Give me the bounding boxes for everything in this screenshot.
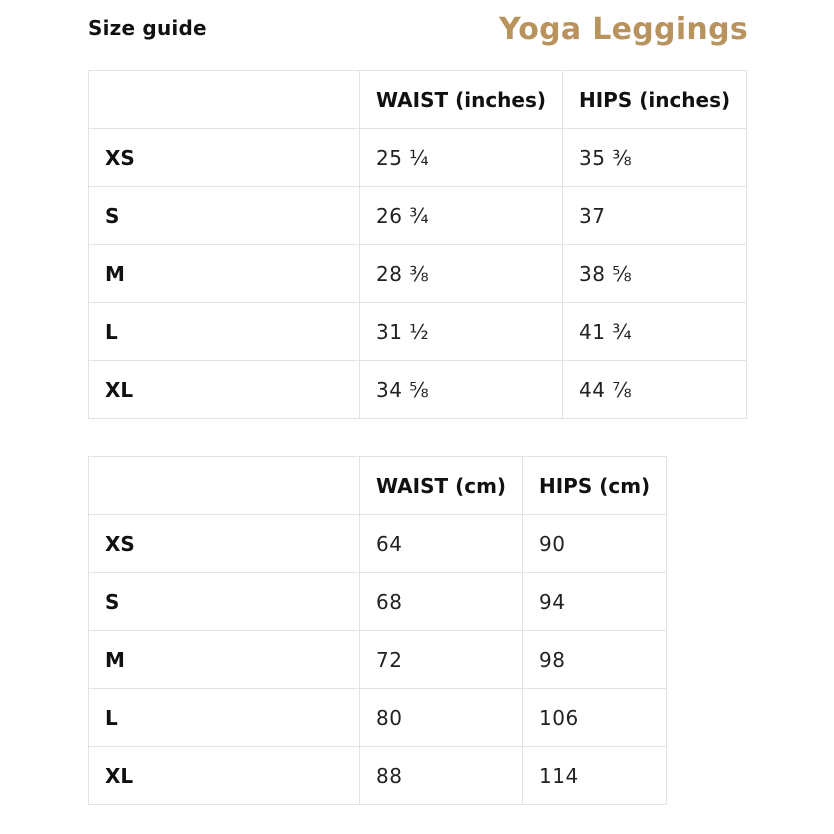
waist-value: 64 bbox=[360, 515, 523, 573]
waist-value: 68 bbox=[360, 573, 523, 631]
table-header-row bbox=[89, 71, 747, 129]
hips-value: 94 bbox=[523, 573, 667, 631]
hips-value: 90 bbox=[523, 515, 667, 573]
waist-value: 72 bbox=[360, 631, 523, 689]
hips-value: 41 ¾ bbox=[563, 303, 747, 361]
hips-value: 106 bbox=[523, 689, 667, 747]
waist-value: 80 bbox=[360, 689, 523, 747]
hips-value: 38 ⅝ bbox=[563, 245, 747, 303]
table-row bbox=[89, 631, 667, 689]
size-label: XL bbox=[89, 361, 360, 419]
size-label: XS bbox=[89, 515, 360, 573]
table-row bbox=[89, 573, 667, 631]
table-row bbox=[89, 303, 747, 361]
table-row bbox=[89, 361, 747, 419]
waist-value: 25 ¼ bbox=[360, 129, 563, 187]
size-label: L bbox=[89, 303, 360, 361]
size-table-inches bbox=[88, 70, 747, 419]
page-title: Size guide bbox=[88, 16, 207, 40]
table-row bbox=[89, 129, 747, 187]
waist-value: 88 bbox=[360, 747, 523, 805]
size-label: L bbox=[89, 689, 360, 747]
table-row bbox=[89, 689, 667, 747]
table-row bbox=[89, 187, 747, 245]
brand-title: Yoga Leggings bbox=[498, 12, 748, 47]
header-cell-waist: WAIST (inches) bbox=[360, 71, 563, 129]
size-label: M bbox=[89, 245, 360, 303]
waist-value: 28 ⅜ bbox=[360, 245, 563, 303]
hips-value: 37 bbox=[563, 187, 747, 245]
waist-value: 26 ¾ bbox=[360, 187, 563, 245]
hips-value: 44 ⅞ bbox=[563, 361, 747, 419]
waist-value: 31 ½ bbox=[360, 303, 563, 361]
size-label: S bbox=[89, 187, 360, 245]
size-label: XS bbox=[89, 129, 360, 187]
header-cell-size bbox=[89, 457, 360, 515]
hips-value: 35 ⅜ bbox=[563, 129, 747, 187]
header-cell-size bbox=[89, 71, 360, 129]
table-row bbox=[89, 245, 747, 303]
table-header-row bbox=[89, 457, 667, 515]
size-table-cm bbox=[88, 456, 667, 805]
hips-value: 114 bbox=[523, 747, 667, 805]
waist-value: 34 ⅝ bbox=[360, 361, 563, 419]
size-label: XL bbox=[89, 747, 360, 805]
header-cell-hips: HIPS (cm) bbox=[523, 457, 667, 515]
header-cell-waist: WAIST (cm) bbox=[360, 457, 523, 515]
table-row bbox=[89, 747, 667, 805]
header-cell-hips: HIPS (inches) bbox=[563, 71, 747, 129]
hips-value: 98 bbox=[523, 631, 667, 689]
size-label: S bbox=[89, 573, 360, 631]
size-label: M bbox=[89, 631, 360, 689]
table-row bbox=[89, 515, 667, 573]
